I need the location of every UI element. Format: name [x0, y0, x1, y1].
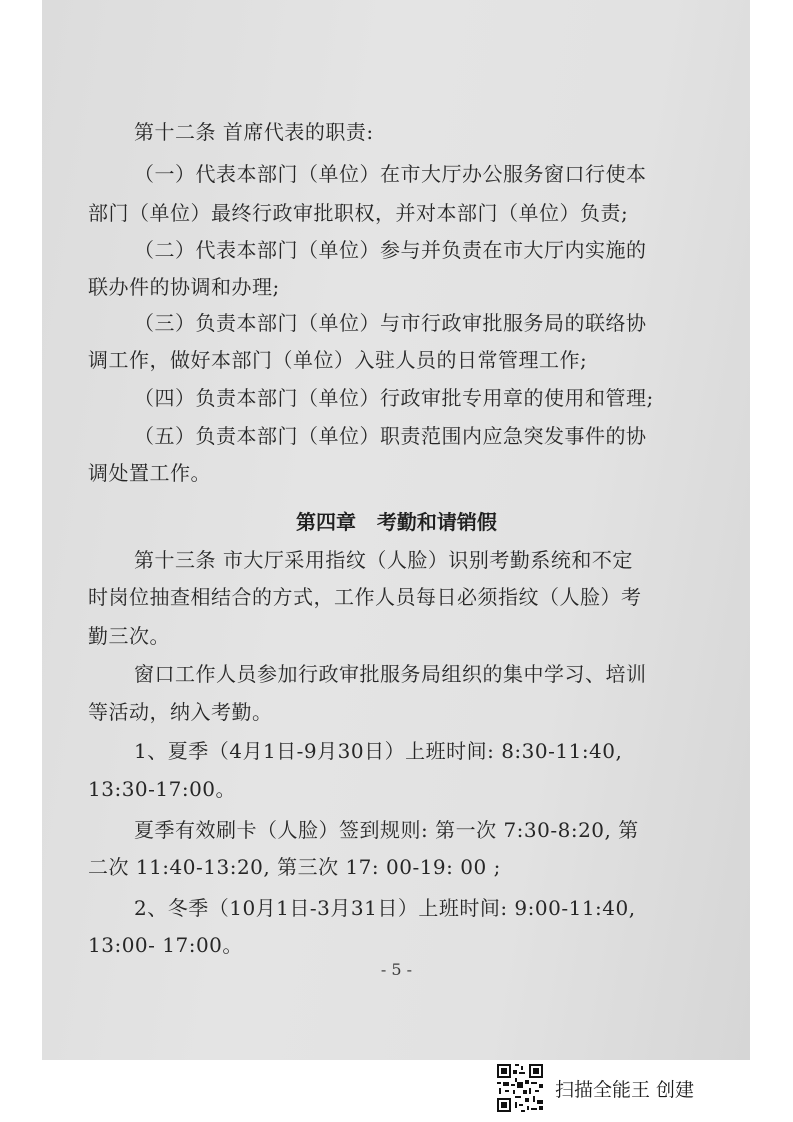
article13-line: 1、夏季（4月1日-9月30日）上班时间: 8:30-11:40, [134, 739, 623, 763]
article13-line: 二次 11:40-13:20, 第三次 17: 00-19: 00 ; [88, 855, 501, 879]
chapter-heading: 第四章 考勤和请销假 [296, 510, 497, 534]
article12-line: （三）负责本部门（单位）与市行政审批服务局的联络协 [134, 311, 647, 335]
article13-line: 勤三次。 [88, 624, 170, 648]
article12-line: 调工作，做好本部门（单位）入驻人员的日常管理工作; [88, 348, 588, 372]
article13-line: 13:00- 17:00。 [88, 933, 243, 957]
article12-line: （五）负责本部门（单位）职责范围内应急突发事件的协 [134, 424, 647, 448]
scanner-brand-label: 扫描全能王 创建 [555, 1079, 695, 1101]
article13-line: 夏季有效刷卡（人脸）签到规则: 第一次 7:30-8:20, 第 [134, 818, 639, 842]
article13-line: 第十三条 市大厅采用指纹（人脸）识别考勤系统和不定 [134, 548, 633, 572]
article12-heading: 第十二条 首席代表的职责: [134, 120, 374, 144]
article12-line: 部门（单位）最终行政审批职权，并对本部门（单位）负责; [88, 201, 629, 225]
qr-code-icon [495, 1062, 545, 1114]
article13-line: 窗口工作人员参加行政审批服务局组织的集中学习、培训 [134, 662, 647, 686]
article13-line: 2、冬季（10月1日-3月31日）上班时间: 9:00-11:40, [134, 896, 636, 920]
article12-line: （一）代表本部门（单位）在市大厅办公服务窗口行使本 [134, 162, 647, 186]
article12-line: 调处置工作。 [88, 461, 211, 485]
article12-line: （二）代表本部门（单位）参与并负责在市大厅内实施的 [134, 238, 647, 262]
article13-line: 13:30-17:00。 [88, 777, 237, 801]
article12-line: （四）负责本部门（单位）行政审批专用章的使用和管理; [134, 386, 654, 410]
page-number: - 5 - [380, 960, 413, 979]
article13-line: 等活动，纳入考勤。 [88, 700, 273, 724]
article12-line: 联办件的协调和办理; [88, 275, 280, 299]
article13-line: 时岗位抽查相结合的方式，工作人员每日必须指纹（人脸）考 [88, 585, 642, 609]
